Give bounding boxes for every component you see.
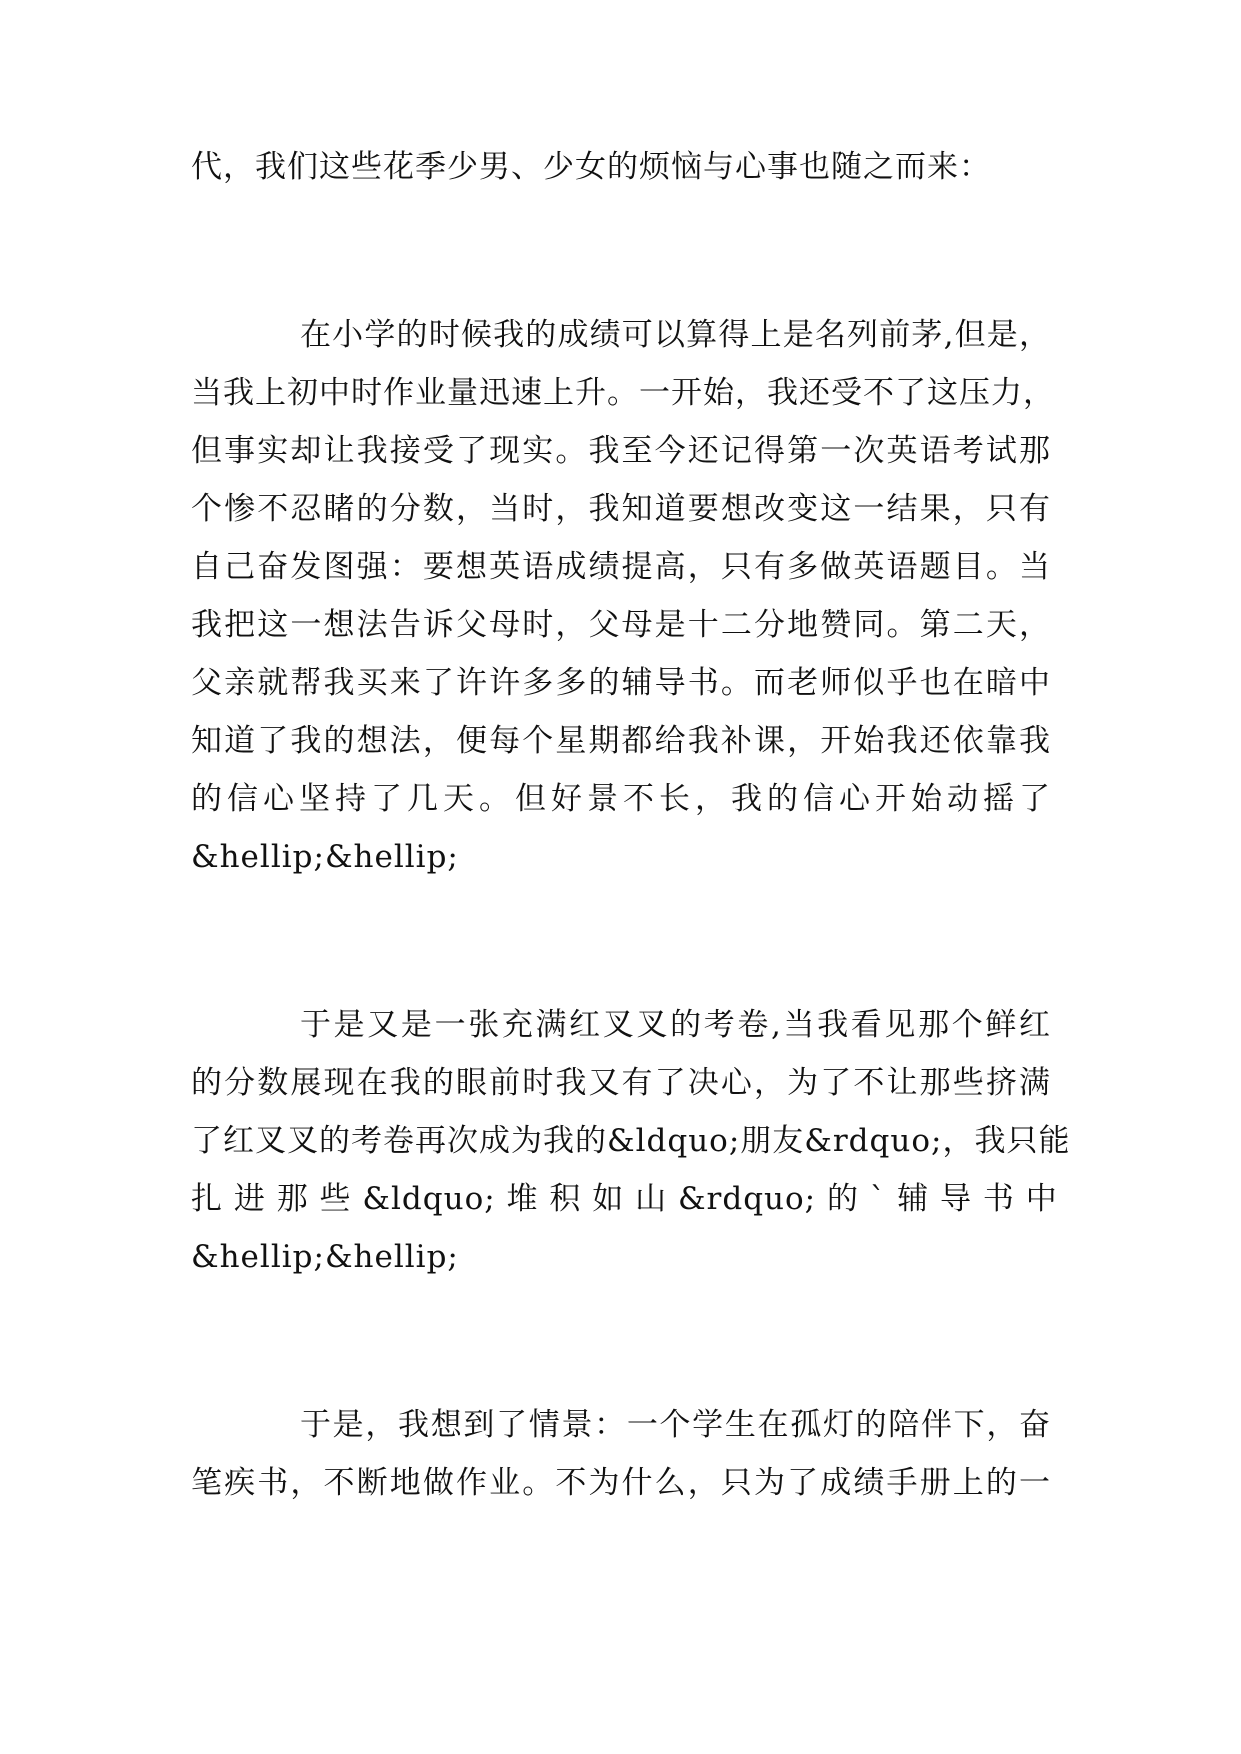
paragraph-1-line-6: 我把这一想法告诉父母时，父母是十二分地赞同。第二天，: [191, 607, 1051, 643]
paragraph-2-line-1: 于是又是一张充满红叉叉的考卷,当我看见那个鲜红: [300, 1007, 1051, 1043]
paragraph-1-line-4: 个惨不忍睹的分数，当时，我知道要想改变这一结果，只有: [191, 491, 1051, 527]
paragraph-2-line-5: &hellip;&hellip;: [191, 1239, 459, 1275]
paragraph-1-line-7: 父亲就帮我买来了许许多多的辅导书。而老师似乎也在暗中: [191, 665, 1051, 701]
paragraph-3-line-2: 笔疾书，不断地做作业。不为什么，只为了成绩手册上的一: [191, 1465, 1051, 1501]
paragraph-1-line-10: &hellip;&hellip;: [191, 839, 459, 875]
paragraph-1-line-5: 自己奋发图强：要想英语成绩提高，只有多做英语题目。当: [191, 549, 1051, 585]
paragraph-1-line-9: 的信心坚持了几天。但好景不长，我的信心开始动摇了: [191, 781, 1051, 817]
paragraph-1-line-3: 但事实却让我接受了现实。我至今还记得第一次英语考试那: [191, 433, 1051, 469]
paragraph-1-line-2: 当我上初中时作业量迅速上升。一开始，我还受不了这压力，: [191, 375, 1055, 411]
paragraph-3-line-1: 于是，我想到了情景：一个学生在孤灯的陪伴下，奋: [300, 1407, 1051, 1443]
paragraph-0-line-1: 代，我们这些花季少男、少女的烦恼与心事也随之而来：: [191, 149, 991, 185]
paragraph-2-line-4: 扎 进 那 些 &ldquo; 堆 积 如 山 &rdquo; 的 ` 辅 导 书 中: [191, 1181, 1058, 1217]
paragraph-1-line-8: 知道了我的想法，便每个星期都给我补课，开始我还依靠我: [191, 723, 1051, 759]
paragraph-2-line-2: 的分数展现在我的眼前时我又有了决心，为了不让那些挤满: [191, 1065, 1051, 1101]
paragraph-2-line-3: 了红叉叉的考卷再次成为我的&ldquo;朋友&rdquo;，我只能: [191, 1123, 1071, 1159]
paragraph-1-line-1: 在小学的时候我的成绩可以算得上是名列前茅,但是，: [300, 317, 1051, 353]
